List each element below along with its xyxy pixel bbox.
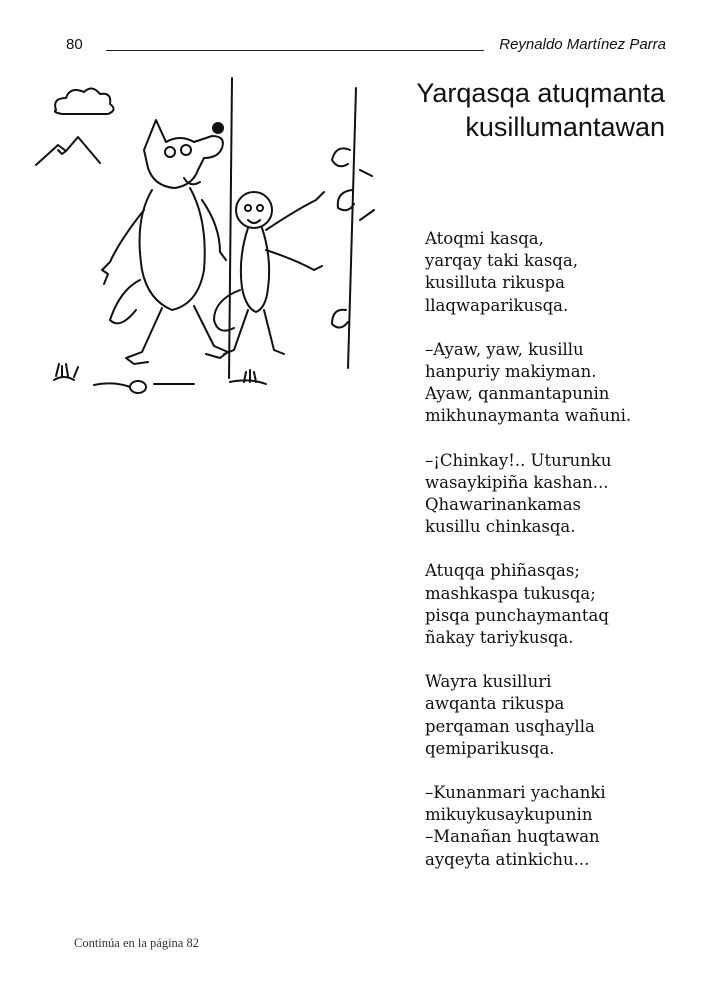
page-header [66,36,666,58]
poem-line: mashkaspa tukusqa; [425,583,596,603]
thorny-tree-icon [332,88,374,368]
mountain-icon [36,137,100,165]
continue-note: Continúa en la página 82 [74,936,199,950]
monkey-leg-right [264,310,284,354]
monkey-tail [214,290,240,331]
poem-line: mikuykusaykupunin [425,805,593,825]
poem-title-line-2: kusillumantawan [465,112,665,142]
fox-tail [110,280,140,323]
poem-line: mikhunaymanta wañuni. [425,406,632,426]
monkey-body [241,228,269,312]
poem-line: perqaman usqhaylla [425,716,595,736]
cloud-icon [55,88,114,114]
fox-body [140,188,205,310]
poem-stanza-6 [425,782,705,871]
poem-line: Qhawarinankamas [425,495,581,515]
fox-nose [213,123,223,133]
fox-arm-left [102,210,144,284]
poem-stanza-3 [425,450,705,539]
poem-line: wasaykipiña kashan... [425,472,609,492]
poem-line: Wayra kusilluri [425,672,552,692]
poem-line: pisqa punchaymantaq [425,605,609,625]
poem-line: kusillu chinkasqa. [425,517,576,537]
poem-body [425,228,705,893]
poem-line: –Manañan huqtawan [425,827,600,847]
poem-line: ñakay tariykusqa. [425,628,574,648]
poem-title [345,76,665,144]
page-number: 80 [66,36,83,53]
poem-stanza-5 [425,671,705,760]
poem-line: ayqeyta atinkichu... [425,849,590,869]
fox-eye-right [181,145,191,155]
tree-trunk [229,78,232,378]
fox-and-monkey-illustration [34,70,382,415]
grass-icon [56,364,78,377]
poem-stanza-4 [425,560,705,649]
fox-leg-right [194,306,228,358]
poem-line: yarqay taki kasqa, [425,251,578,271]
poem-stanza-2 [425,339,705,428]
poem-line: –Ayaw, yaw, kusillu [425,339,584,359]
poem-line: Ayaw, qanmantapunin [425,384,610,404]
poem-stanza-1 [425,228,705,317]
author-name: Reynaldo Martínez Parra [499,36,666,53]
monkey-arm-left [266,250,322,270]
header-rule [106,50,484,51]
monkey-arm-right [266,192,324,230]
fox-eye-left [165,147,175,157]
monkey-leg-left [224,310,248,354]
stone-icon [130,381,146,393]
poem-line: qemiparikusqa. [425,738,555,758]
poem-line: kusilluta rikuspa [425,273,565,293]
poem-line: Atuqqa phiñasqas; [425,561,580,581]
poem-line: –¡Chinkay!.. Uturunku [425,450,612,470]
poem-line: awqanta rikuspa [425,694,565,714]
poem-line: –Kunanmari yachanki [425,783,606,803]
poem-line: hanpuriy makiyman. [425,362,597,382]
poem-title-line-1: Yarqasqa atuqmanta [416,78,665,108]
poem-line: Atoqmi kasqa, [425,229,544,248]
poem-line: llaqwaparikusqa. [425,295,569,315]
